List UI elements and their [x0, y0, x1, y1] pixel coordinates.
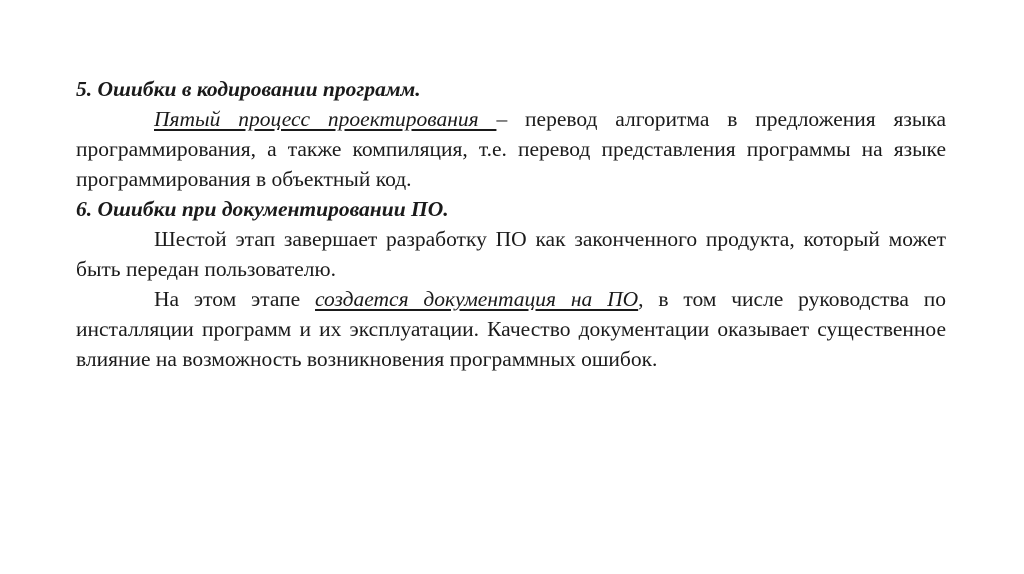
- section-5-heading: 5. Ошибки в кодировании программ.: [76, 77, 421, 101]
- section-5-paragraph: [76, 104, 946, 194]
- section-5-term: Пятый процесс проектирования: [154, 107, 497, 131]
- section-6-paragraph-2-start: На этом этапе: [154, 287, 316, 311]
- section-6-heading: 6. Ошибки при документировании ПО.: [76, 197, 449, 221]
- section-5-text: – перевод алгоритма в предложения языка программирования, а также компиляция, т.е. перевод представления программы на языке программирования в объектный код.: [76, 107, 946, 191]
- section-6-paragraph-2-end: , в том числе руководства по инсталляции программ и их эксплуатации. Качество документации оказывает существенное влияние на возможность возникновения программных ошибок.: [76, 287, 946, 371]
- section-6-term: создается документация на ПО: [315, 287, 639, 311]
- section-6-paragraph-2: [76, 284, 946, 374]
- slide-text-body: [76, 74, 946, 374]
- section-6-paragraph-1: Шестой этап завершает разработку ПО как законченного продукта, который может быть передан пользователю.: [76, 227, 946, 281]
